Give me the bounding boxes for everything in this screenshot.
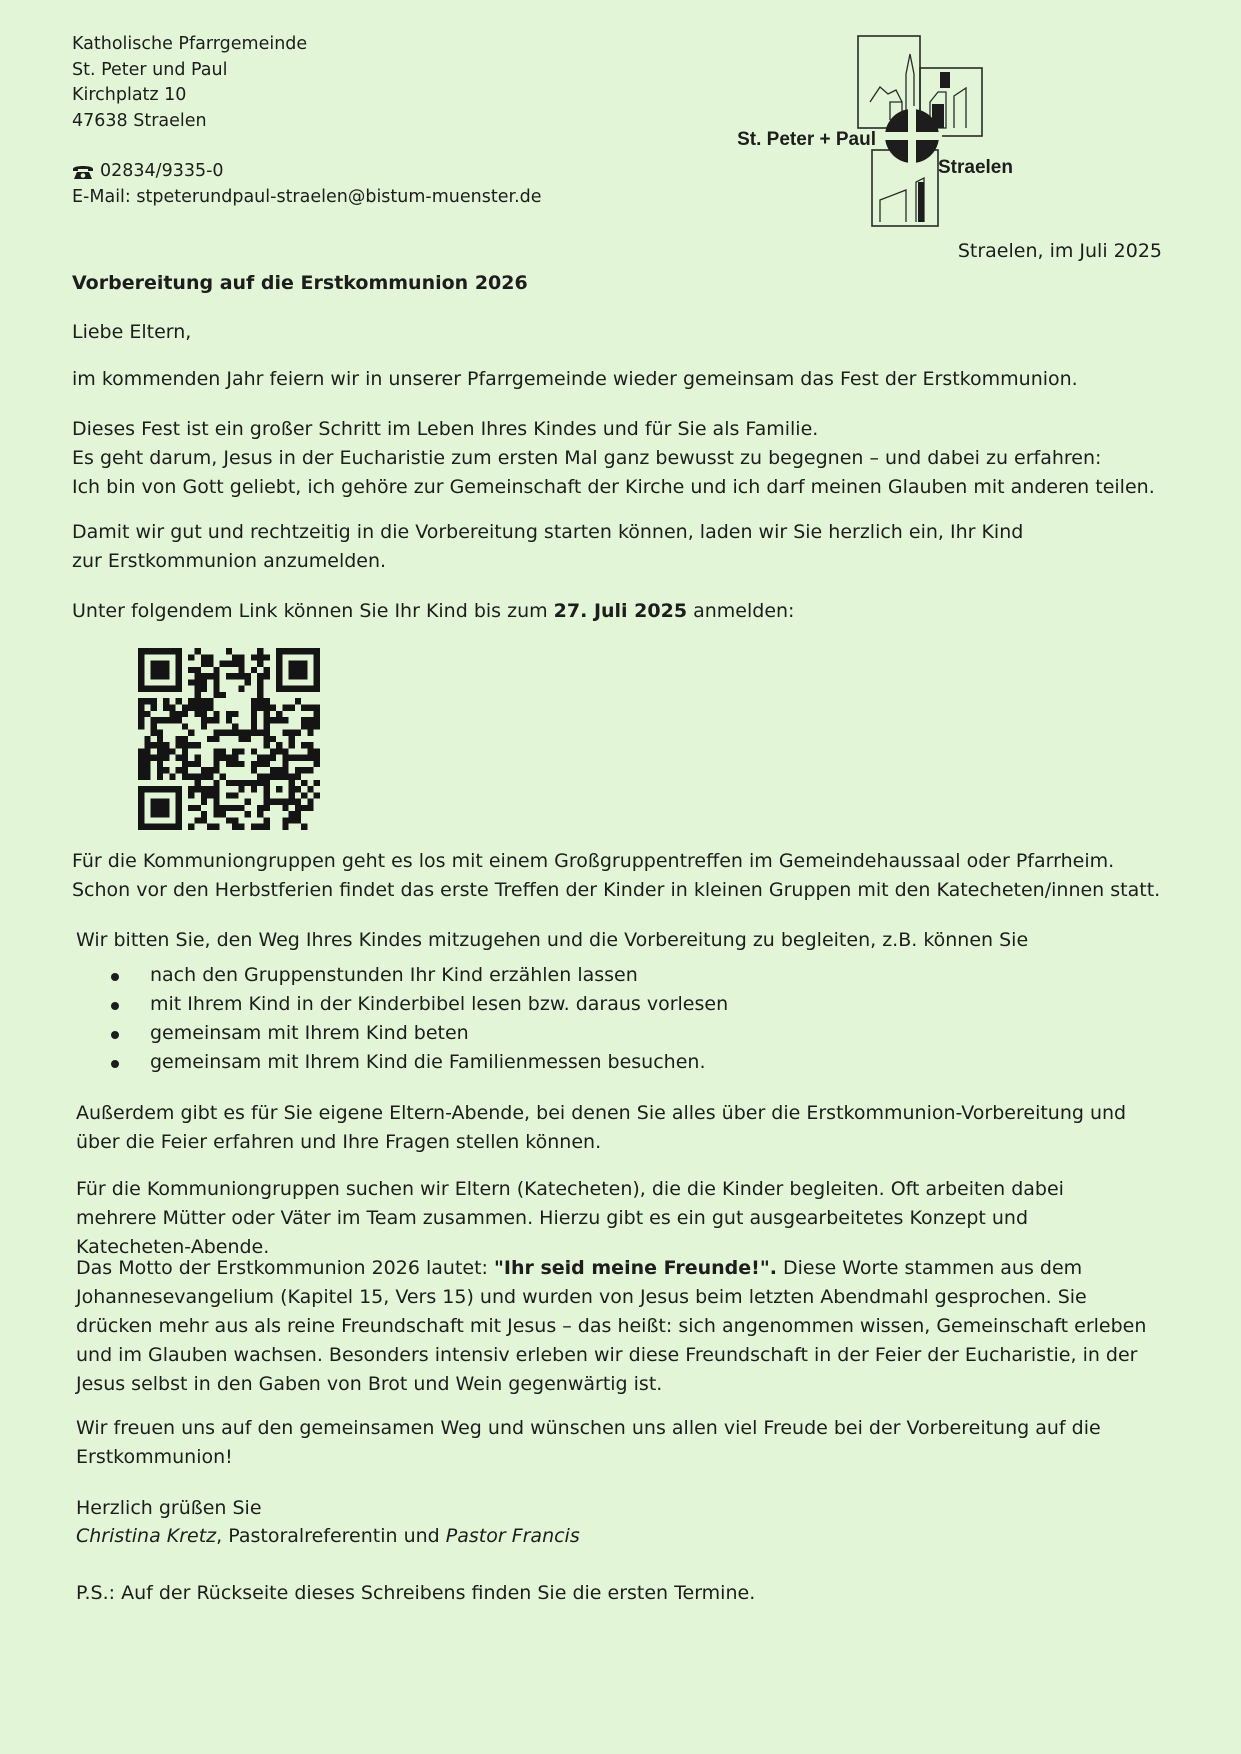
list-item-text: gemeinsam mit Ihrem Kind die Familienmessen besuchen.: [150, 1051, 706, 1073]
letter-subject: Vorbereitung auf die Erstkommunion 2026: [72, 272, 528, 294]
signature-line: [76, 1522, 1166, 1551]
suggestion-list: [76, 961, 728, 1077]
paragraph-intro: im kommenden Jahr feiern wir in unserer Pfarrgemeinde wieder gemeinsam das Fest der Erstkommunion.: [72, 368, 1078, 390]
list-item: [76, 1048, 728, 1077]
sender-line: 47638 Straelen: [72, 110, 207, 131]
logo-name-left: St. Peter + Paul: [737, 129, 876, 150]
list-item: [76, 1019, 728, 1048]
bullet-icon: [111, 1002, 119, 1010]
motto-text: "Ihr seid meine Freunde!".: [493, 1257, 777, 1279]
paragraph-accompany: Wir bitten Sie, den Weg Ihres Kindes mitzugehen und die Vorbereitung zu begleiten, z.B. können Sie: [76, 929, 1029, 951]
paragraph-line: Es geht darum, Jesus in der Eucharistie zum ersten Mal ganz bewusst zu begegnen – und dabei zu erfahren:: [72, 447, 1102, 469]
sender-line: St. Peter und Paul: [72, 59, 228, 80]
parish-logo: [730, 32, 1030, 232]
text-segment: Diese Worte stammen aus dem Johannesevangelium (Kapitel 15, Vers 15) und wurden von Jesus beim letzten Abendmahl gesprochen. Sie drücken mehr aus als reine Freundschaft mit Jesus – das heißt: sich angenommen wissen, Gemeinschaft erleben und im Glauben wachsen. Besonders intensiv erleben wir diese Freundschaft in der Feier der Eucharistie, in der Jesus selbst in den Gaben von Brot und Wein gegenwärtig ist.: [76, 1257, 1147, 1395]
paragraph-line: Ich bin von Gott geliebt, ich gehöre zur Gemeinschaft der Kirche und ich darf meinen Glauben mit anderen teilen.: [72, 476, 1155, 498]
text-segment: Unter folgendem Link können Sie Ihr Kind bis zum: [72, 600, 554, 622]
phone-line: [72, 159, 542, 185]
letter-date: Straelen, im Juli 2025: [957, 240, 1162, 262]
signer-role: , Pastoralreferentin und: [216, 1525, 446, 1547]
paragraph-motto: [76, 1254, 1161, 1399]
bullet-icon: [111, 973, 119, 981]
list-item-text: mit Ihrem Kind in der Kinderbibel lesen bzw. daraus vorlesen: [150, 993, 729, 1015]
signer-name: Christina Kretz: [76, 1525, 217, 1547]
registration-qr-code[interactable]: [138, 648, 320, 830]
bullet-icon: [111, 1031, 119, 1039]
text-segment: anmelden:: [687, 600, 795, 622]
paragraph-groups: Für die Kommuniongruppen geht es los mit einem Großgruppentreffen im Gemeindehaussaal oder Pfarrheim. Schon vor den Herbstferien findet das erste Treffen der Kinder in kleinen Gruppen mit den Katecheten/innen statt.: [72, 850, 1161, 901]
telephone-icon: [72, 164, 94, 180]
list-item-text: gemeinsam mit Ihrem Kind beten: [150, 1022, 469, 1044]
list-item: [76, 990, 728, 1019]
paragraph-meaning: [72, 415, 1162, 502]
sender-address: [72, 32, 307, 134]
paragraph-parent-evenings: Außerdem gibt es für Sie eigene Eltern-Abende, bei denen Sie alles über die Erstkommunion-Vorbereitung und über die Feier erfahren und Ihre Fragen stellen können.: [76, 1102, 1127, 1153]
list-item: [76, 961, 728, 990]
deadline-date: 27. Juli 2025: [553, 600, 688, 622]
bullet-icon: [111, 1060, 119, 1068]
postscript: P.S.: Auf der Rückseite dieses Schreibens finden Sie die ersten Termine.: [76, 1582, 756, 1604]
sender-line: Kirchplatz 10: [72, 85, 187, 105]
paragraph-registration-link: [72, 597, 1162, 626]
paragraph-closing-wish: Wir freuen uns auf den gemeinsamen Weg und wünschen uns allen viel Freude bei der Vorbereitung auf die Erstkommunion!: [76, 1417, 1101, 1468]
logo-name-right: Straelen: [938, 157, 1013, 178]
paragraph-line: Dieses Fest ist ein großer Schritt im Leben Ihres Kindes und für Sie als Familie.: [72, 418, 819, 440]
text-segment: Das Motto der Erstkommunion 2026 lautet:: [76, 1257, 494, 1279]
paragraph-catechists: Für die Kommuniongruppen suchen wir Eltern (Katecheten), die die Kinder begleiten. Oft arbeiten dabei mehrere Mütter oder Väter im Team zusammen. Hierzu gibt es ein gut ausgearbeitetes Konzept und Katecheten-Abende.: [76, 1178, 1064, 1258]
signer-name: Pastor Francis: [445, 1525, 580, 1547]
paragraph-registration-invite: Damit wir gut und rechtzeitig in die Vorbereitung starten können, laden wir Sie herzlich ein, Ihr Kind zur Erstkommunion anzumelden.: [72, 521, 1024, 572]
list-item-text: nach den Gruppenstunden Ihr Kind erzählen lassen: [150, 964, 638, 986]
salutation: Liebe Eltern,: [72, 321, 192, 343]
phone-number: 02834/9335-0: [100, 161, 224, 181]
email-address: E-Mail: stpeterundpaul-straelen@bistum-muenster.de: [72, 186, 542, 207]
sender-line: Katholische Pfarrgemeinde: [72, 34, 308, 54]
sender-contact: [72, 159, 542, 210]
closing-greeting: Herzlich grüßen Sie: [76, 1497, 262, 1519]
